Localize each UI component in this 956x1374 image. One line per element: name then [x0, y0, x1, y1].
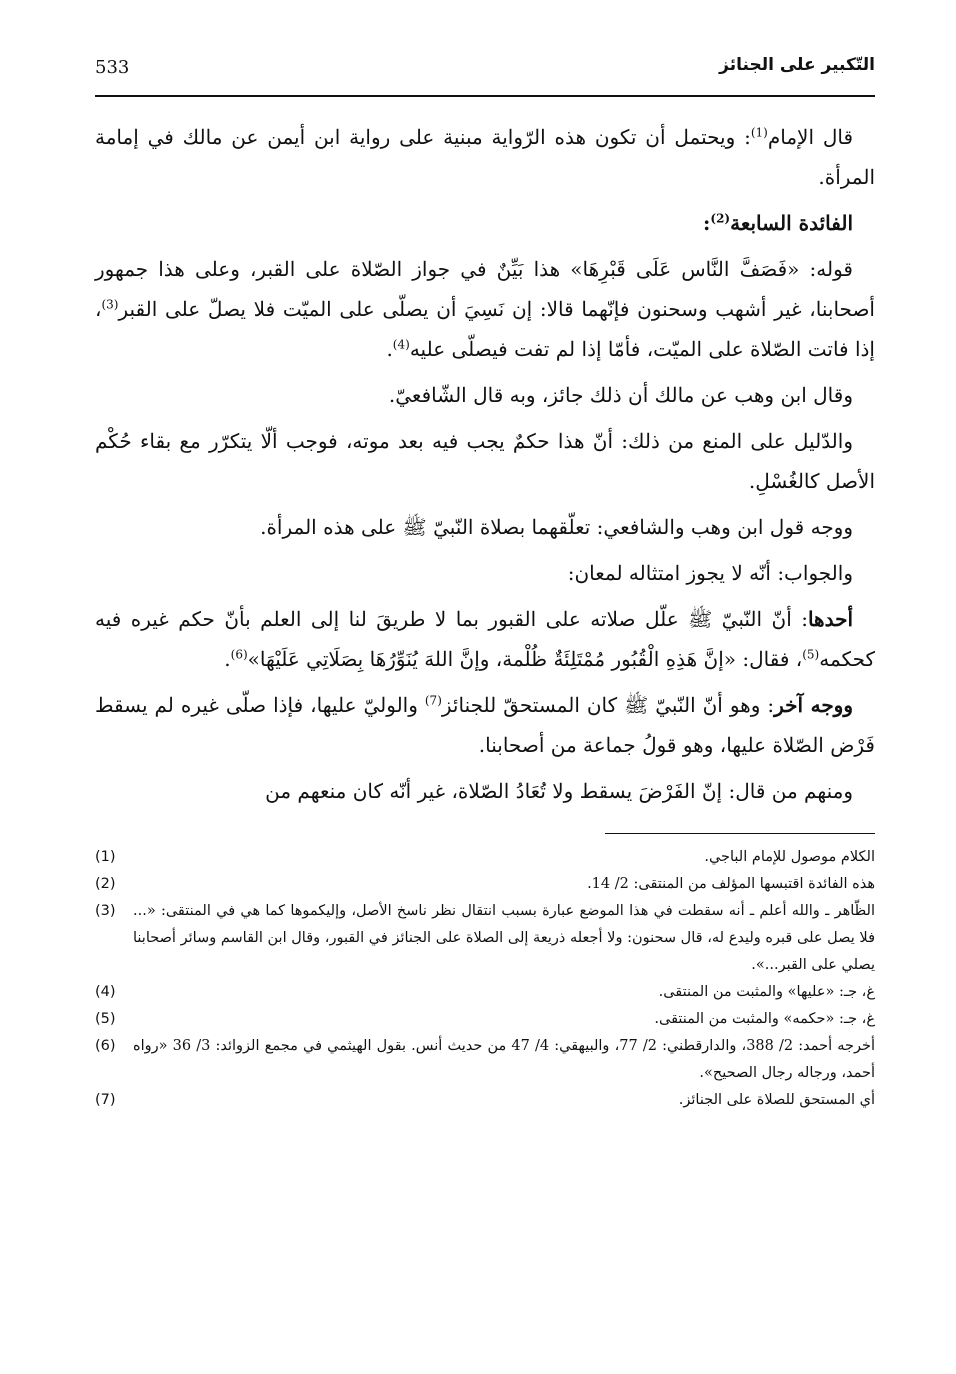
footnote-6: أخرجه أحمد: 2/ 388، والدارقطني: 2/ 77، والبيهقي: 4/ 47 من حديث أنس. بقول الهيثمي في مجمع الزوائد: 3/ 36 «رواه أحمد، ورجاله رجال الصحيح». (6) [95, 1038, 876, 1081]
footnote-ref-1: (1) [750, 125, 768, 140]
footnote-ref-7: (7) [424, 693, 442, 708]
section-heading: الفائدة السابعة$^{(2)}$: [702, 211, 853, 235]
footnote-7: أي المستحق للصلاة على الجنائز. (7) [95, 1092, 875, 1108]
footnote-separator [605, 833, 875, 834]
page [95, 55, 875, 1114]
footnote-ref-2: (2) [710, 211, 731, 226]
running-header [95, 55, 875, 95]
header-rule [95, 95, 875, 97]
footnote-3: الظّاهر ـ والله أعلم ـ أنه سقطت في هذا الموضع عبارة بسبب انتقال نظر ناسخ الأصل، وإليكموها كما هي في المنتقى: «... فلا يصل على قبره وليدع له، قال سحنون: ولا أجعله ذريعة إلى الصلاة على الجنائز في القبور، وقال ابن القاسم وسائر أصحابنا يصلي على القبر...». (3) [95, 903, 875, 973]
footnote-ref-6: (6) [230, 647, 248, 662]
footnotes [95, 844, 875, 1114]
paragraph-6: ووجه قول ابن وهب والشافعي: تعلّقهما بصلاة النّبيّ ﷺ على هذه المرأة. [260, 515, 853, 539]
paragraph-10: ومنهم من قال: إنّ الفَرْضَ يسقط ولا تُعَادُ الصّلاة، غير أنّه كان منعهم من [265, 779, 853, 803]
paragraph-8: أحدها: أنّ النّبيّ ﷺ علّل صلاته على القبور بما لا طريقَ لنا إلى العلم بأنّ حكم غيره فيه كحكمه$^{(5)}$، فقال: «إنَّ هَذِهِ الْقُبُور مُمْتَلِئَةٌ ظُلْمة، وإنَّ اللهَ يُنَوِّرُهَا بِصَلَاتِي عَلَيْهَا»$^{(6)}$. [95, 607, 875, 671]
paragraph-9: ووجه آخر: وهو أنّ النّبيّ ﷺ كان المستحقّ للجنائز$^{(7)}$ والوليّ عليها، فإذا صلّى غيره لم يسقط فَرْض الصّلاة عليها، وهو قولُ جماعة من أصحابنا. [95, 693, 875, 757]
page-number: 533 [95, 57, 130, 78]
footnote-2: هذه الفائدة اقتبسها المؤلف من المنتقى: 2/ 14. (2) [95, 876, 875, 892]
chapter-title: التّكبير على الجنائز [719, 55, 875, 75]
footnote-ref-4: (4) [392, 337, 410, 352]
footnote-4: غ، جـ: «عليها» والمثبت من المنتقى. (4) [95, 984, 875, 1000]
paragraph-4: وقال ابن وهب عن مالك أن ذلك جائز، وبه قال الشّافعيّ. [388, 383, 853, 407]
main-text [95, 117, 875, 811]
footnote-5: غ، جـ: «حكمه» والمثبت من المنتقى. (5) [95, 1011, 875, 1027]
paragraph-1: قال الإمام$^{(1)}$: ويحتمل أن تكون هذه الرّواية مبنية على رواية ابن أيمن عن مالك في إمامة المرأة. [95, 125, 875, 189]
paragraph-5: والدّليل على المنع من ذلك: أنّ هذا حكمٌ يجب فيه بعد موته، فوجب ألّا يتكرّر مع بقاء حُكْم الأصل كالغُسْلِ. [95, 429, 875, 493]
paragraph-7: والجواب: أنّه لا يجوز امتثاله لمعان: [567, 561, 853, 585]
footnote-ref-3: (3) [101, 297, 119, 312]
footnote-1: الكلام موصول للإمام الباجي. (1) [95, 849, 875, 865]
paragraph-3: قوله: «فَصَفَّ النَّاس عَلَى قَبْرِهَا» هذا بَيِّنٌ في جواز الصّلاة على القبر، وعلى هذا جمهور أصحابنا، غير أشهب وسحنون فإنّهما قالا: إن نَسِيَ أن يصلّى على الميّت فلا يصلّ على القبر$^{(3)}$، إذا فاتت الصّلاة على الميّت، فأمّا إذا لم تفت فيصلّى عليه$^{(4)}$. [95, 257, 875, 361]
footnote-ref-5: (5) [802, 647, 820, 662]
